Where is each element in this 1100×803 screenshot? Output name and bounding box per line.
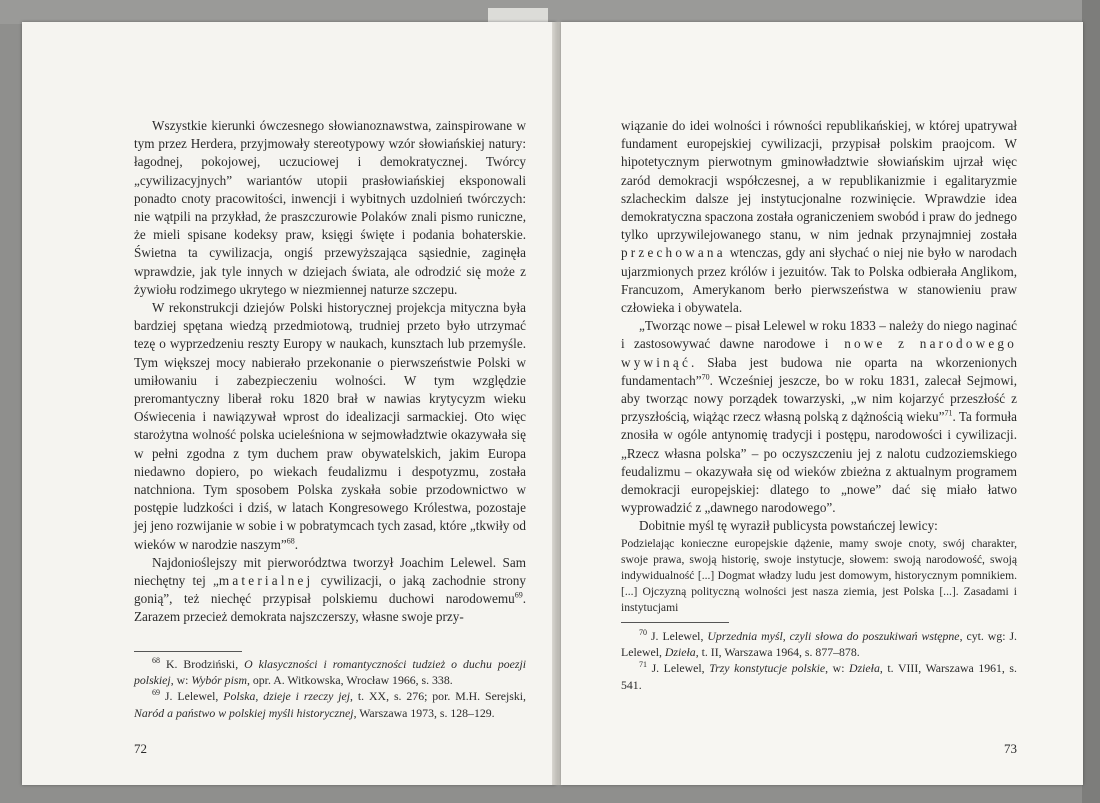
spaced-emphasis: i nowe z narodowego wywinąć: [621, 336, 1017, 370]
left-page: [22, 22, 556, 785]
text-run: , w:: [170, 673, 192, 688]
footnote-ref: 68: [286, 536, 295, 546]
text-run: . Słaba jest budowa nie oparta na wkorzenionych fundamentach”: [621, 354, 1017, 388]
page-number: 73: [1004, 741, 1017, 756]
text-run: K. Brodziński,: [160, 657, 245, 671]
right-footnotes: [621, 628, 1017, 693]
footnote: [134, 656, 526, 688]
spaced-emphasis: przechowana: [621, 245, 726, 261]
text-run: J. Lelewel,: [647, 661, 710, 676]
text-run: wtenczas, gdy ani słychać o niej nie było w narodach ujarzmionych przez królów i jezuitów. Tak to Polska odbierała Anglikom, Francuzom, Amerykanom berło pierwszeństwa w stanowieniu praw człowieka i obywatela.: [621, 245, 1017, 316]
paragraph: Dobitnie myśl tę wyraził publicysta powstańczej lewicy:: [639, 518, 938, 534]
right-page: [561, 22, 1083, 785]
footnote: [621, 628, 1017, 660]
italic-title: Polska, dzieje i rzeczy jej: [223, 689, 351, 704]
spaced-emphasis: materialnej: [218, 573, 314, 589]
italic-title: Wybór pism: [191, 673, 247, 688]
text-run: . Ta formuła znosiła w ogóle antynomię tradycji i postępu, narodowości i cywilizacji. „Rzecz własna polska” – po oczyszczeniu jej z nalotu cudzoziemskiego feudalizmu – okazywała się od wieków zbieżna z aktualnym programem demokracji europejskiej: dlatego to „nowe” dać się miało łatwo wyprowadzić z „dawnego narodowego”.: [621, 409, 1018, 516]
italic-title: Dzieła: [849, 661, 880, 676]
italic-title: O klasyczności i romantyczności tudzież o duchu poezji polskiej: [134, 657, 526, 688]
left-body-text: [134, 117, 526, 627]
italic-title: Dzieła: [664, 645, 696, 660]
text-run: J. Lelewel,: [647, 629, 708, 643]
text-run: „Tworząc nowe – pisał Lelewel w roku 1833 – należy do niego naginać i zastosowywać dawne narodowe: [621, 318, 1017, 352]
footnote-ref: 70: [701, 372, 710, 382]
page-number: 72: [134, 741, 147, 756]
footnote-divider: [134, 651, 242, 652]
text-run: . Zarazem przecież demokrata najszczerszy, własne swoje przy-: [134, 591, 526, 625]
text-run: , Warszawa 1973, s. 128–129.: [353, 705, 495, 720]
footnote-number: 71: [639, 660, 647, 670]
block-quote: Podzielając konieczne europejskie dążenie, mamy swoje cnoty, swój charakter, swoje prawa, swoją historię, swoje instytucje, słowem: swoją narodowość, swoją indywidualność [...] Dogmat władzy ludu jest domowym, historycznym pomnikiem. [...] Ojczyzną polityczną wolności jest nasza ziemia, jest Polska [...]. Zasadami i instytucjami: [621, 536, 1017, 614]
right-body-text: [621, 117, 1017, 616]
text-run: . Wcześniej jeszcze, bo w roku 1831, zalecał Sejmowi, aby tworząc nowy porządek towarzyski, „w nim kojarzyć przeszłość z przyszłością, wiążąc rzecz własną polską z dążnością wieku”: [621, 372, 1017, 425]
paragraph: [134, 299, 526, 554]
text-run: .: [294, 536, 298, 552]
paragraph: [621, 317, 1017, 517]
footnote-ref: 71: [944, 408, 953, 418]
text-run: Najdonioślejszy mit pierworództwa tworzył Joachim Lelewel. Sam niechętny tej „: [134, 554, 526, 589]
text-run: , t. VIII, Warszawa 1961, s. 541.: [621, 661, 1017, 692]
text-run: cywilizacji, o jaką zachodnie strony gonią”, też niechęć przypisał polskiemu duchowi narodowemu: [134, 573, 526, 607]
text-run: , w:: [825, 661, 850, 676]
footnote-number: 68: [152, 656, 160, 666]
text-run: , t. II, Warszawa 1964, s. 877–878.: [695, 645, 860, 660]
paragraph: Wszystkie kierunki ówczesnego słowianoznawstwa, zainspirowane w tym przez Herdera, przyjmowały stereotypowy wzór słowiańskiej natury: łagodnej, pokojowej, uczuciowej i demokratycznej. Twórcy „cywilizacyjnych” wariantów utopii prasłowiańskiej eksponowali ponadto cnoty pracowitości, inwencji i wybitnych uzdolnień twórczych: nie wątpili na przykład, że praszczurowie Polaków znali pismo runiczne, że mieli spisane kodeksy praw, księgi święte i podania bohaterskie. Świetna ta cywilizacja, ongiś przewyższająca sąsiednie, zaginęła wprawdzie, jak tyle innych w dziejach świata, ale odrodzić się może z żywiołu rodzimego ukrytego w niezmiennej naturze szczepu.: [134, 118, 526, 297]
footnote-ref: 69: [514, 590, 523, 600]
paragraph: [134, 554, 526, 627]
footnote-divider: [621, 622, 729, 623]
text-run: , cyt. wg: J. Lelewel,: [621, 629, 1017, 660]
footnote: [621, 660, 1017, 692]
text-run: J. Lelewel,: [160, 689, 224, 704]
footnote-number: 69: [152, 688, 160, 698]
italic-title: Uprzednia myśl, czyli słowa do poszukiwań wstępne: [707, 629, 960, 643]
paragraph: [621, 117, 1017, 317]
italic-title: Naród a państwo w polskiej myśli historycznej: [134, 705, 354, 720]
text-run: W rekonstrukcji dziejów Polski historycznej projekcja mityczna była bardziej spętana wiedzą przedmiotową, trudniej przeto było utrzymać tezę o wyprzedzeniu reszty Europy w naukach, kunsztach lub przemyśle. Tym większej mocy nabierało przekonanie o pierwszeństwie Polski w umiłowaniu i zabezpieczeniu wolności. W tym względzie preromantyczny liberał roku 1820 brał w nawias krytycyzm wieku Oświecenia i nawiązywał wprost do idealizacji sarmackiej. Oto więc starożytna wolność polska ucieleśniona w sejmowładztwie okazywała się w pełni zgodna z tym duchem praw obywatelskich, jakim Europa niedawno dopiero, po wiekach feudalizmu i despotyzmu, została natchniona. Tym sposobem Polska zyskała sobie przodownictwo w postępie ludzkości i dziś, w latach Kongresowego Królestwa, pozostaje jej jeno rozwijanie w sobie i w pobratymcach tych zasad, które „tkwiły od wieków w narodzie naszym”: [134, 300, 526, 552]
italic-title: Trzy konstytucje polskie: [709, 661, 826, 676]
text-run: wiązanie do idei wolności i równości republikańskiej, w której upatrywał fundament europejskiej cywilizacji, przypisał polskim praojcom. W hipotetycznym pierwotnym gminowładztwie słowiańskim ujrzał więc zaród demokracji współczesnej, a w republikanizmie i egalitaryzmie szlacheckim dalsze jej instytucjonalne rozwinięcie. Wprawdzie idea demokratyczna spaczona została ograniczeniem swobód i praw do jednego tylko uprzywilejowanego stanu, w nim jednak przynajmniej została: [621, 118, 1017, 243]
footnote: [134, 688, 526, 720]
scanner-background: [0, 0, 1100, 24]
text-run: , t. XX, s. 276; por. M.H. Serejski,: [350, 689, 527, 704]
footnote-number: 70: [639, 628, 647, 638]
text-run: , opr. A. Witkowska, Wrocław 1966, s. 338.: [246, 673, 453, 688]
left-footnotes: [134, 656, 526, 721]
scanner-edge: [1082, 0, 1100, 803]
